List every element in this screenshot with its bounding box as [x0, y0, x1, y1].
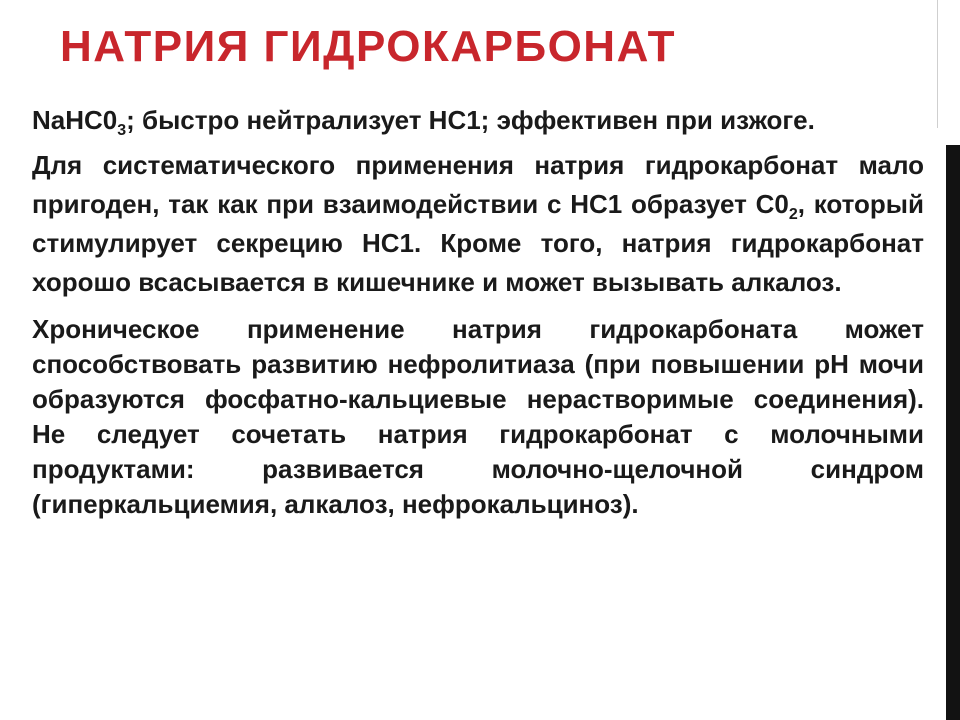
slide-title: НАТРИЯ ГИДРОКАРБОНАТ — [60, 22, 677, 71]
paragraph-systemic-text-1: Для систематического применения натрия гидрокарбонат мало пригоден, так как при взаимодействии с НС1 образует С0 — [32, 150, 924, 219]
accent-bar-top — [937, 0, 960, 128]
formula-main: NaHC0 — [32, 105, 118, 135]
co2-subscript: 2 — [788, 206, 798, 224]
formula-subscript: 3 — [117, 122, 127, 140]
paragraph-chronic-use: Хроническое применение натрия гидрокарбоната может способствовать развитию нефролитиаза (при повышении рН мочи образуются фосфатно-кальциевые нерастворимые соединения). Не следует сочетать натрия гидрокарбонат с молочными продуктами: развивается молочно-щелочной синдром (гиперкальциемия, алкалоз, нефрокальциноз). — [32, 314, 924, 519]
paragraph-formula — [32, 98, 924, 142]
paragraph-formula-text: ; быстро нейтрализует НС1; эффективен при изжоге. — [126, 105, 815, 135]
paragraph-systemic-text-2: , который стимулирует секрецию НС1. Кроме того, натрия гидрокарбонат хорошо всасывается в кишечнике и может вызывать алкалоз. — [32, 189, 924, 297]
accent-bar-side — [946, 145, 960, 720]
slide-body — [32, 98, 924, 532]
paragraph-systemic-use — [32, 146, 924, 302]
